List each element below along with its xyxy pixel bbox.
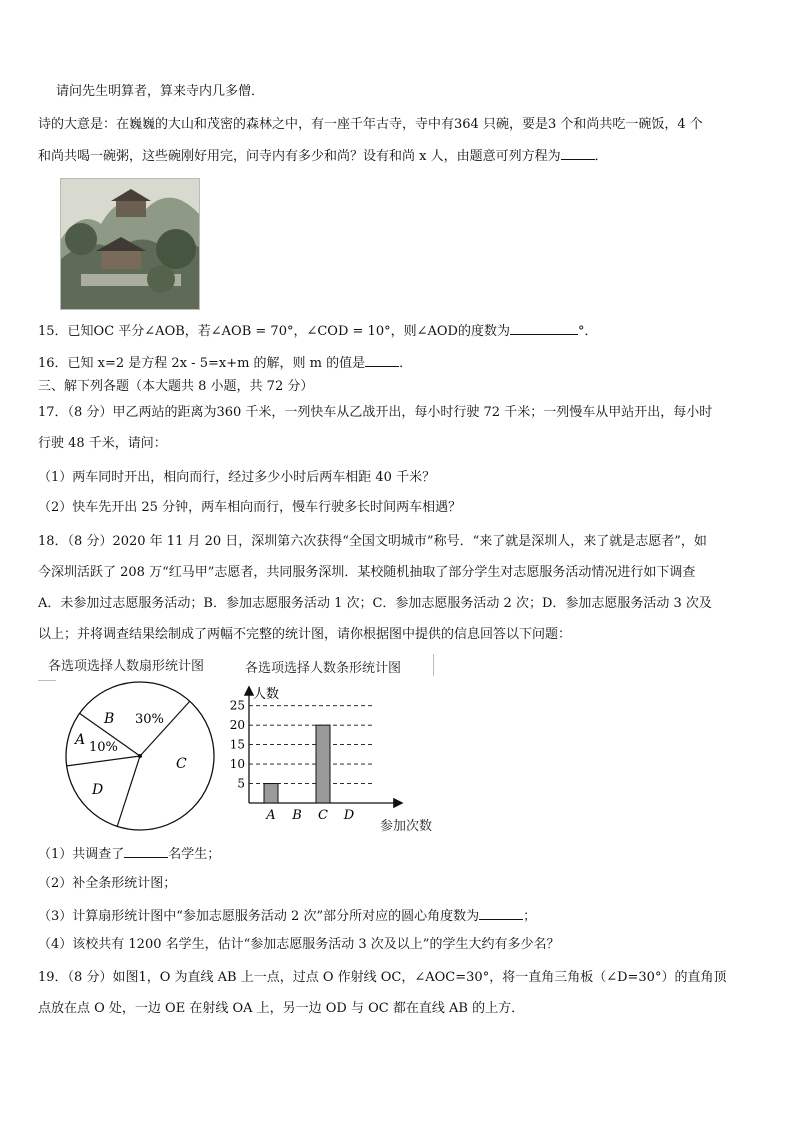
answer-blank-16 xyxy=(365,354,399,367)
bar-y-label: 人数 xyxy=(253,687,280,702)
question-18-line4: 以上；并将调查结果绘制成了两幅不完整的统计图，请你根据图中提供的信息回答以下问题： xyxy=(38,627,572,642)
answer-blank-18-1 xyxy=(124,845,168,858)
bar-chart-title: 各选项选择人数条形统计图 xyxy=(245,661,402,676)
bar-ytick-label: 10 xyxy=(229,757,245,772)
bar-ytick-label: 15 xyxy=(229,737,245,752)
poem-meaning-line2: 和尚共喝一碗粥，这些碗刚好用完，问寺内有多少和尚？设有和尚 x 人，由题意可列方程为 ． xyxy=(38,149,608,164)
bar-A xyxy=(264,784,278,803)
question-18-part3: （3）计算扇形统计图中“参加志愿服务活动 2 次”部分所对应的圆心角度数为 ； xyxy=(38,909,537,924)
pie-pct-a: 10% xyxy=(89,740,118,755)
pie-center xyxy=(138,754,142,758)
bar-category-label: C xyxy=(318,808,328,823)
question-16: 16．已知 x=2 是方程 2x - 5=x+m 的解，则 m 的值是 ． xyxy=(38,356,413,371)
question-15: 15．已知OC 平分∠AOB，若∠AOB = 70°，∠COD = 10°，则∠AOD的度数为 °． xyxy=(38,324,598,339)
section-3-heading: 三、解下列各题（本大题共 8 小题，共 72 分） xyxy=(38,379,314,394)
question-17-line1: 17．（8 分）甲乙两站的距离为360 千米，一列快车从乙战开出，每小时行驶 72 千米；一列慢车从甲站开出，每小时 xyxy=(38,405,713,420)
question-17-line2: 行驶 48 千米，请问： xyxy=(38,436,167,451)
question-17-part1: （1）两车同时开出，相向而行，经过多少小时后两车相距 40 千米？ xyxy=(38,470,436,485)
pie-label-d: D xyxy=(92,782,104,798)
question-17-part2: （2）快车先开出 25 分钟，两车相向而行，慢车行驶多长时间两车相遇？ xyxy=(38,500,462,515)
bar-ytick-label: 5 xyxy=(237,776,245,791)
question-19-line1: 19．（8 分）如图1，O 为直线 AB 上一点，过点 O 作射线 OC，∠AOC=30°，将一直角三角板（∠D=30°）的直角顶 xyxy=(38,970,727,985)
pie-chart xyxy=(60,680,230,840)
bar-category-label: A xyxy=(266,808,276,823)
question-18-part4: （4）该校共有 1200 名学生，估计“参加志愿服务活动 3 次及以上”的学生大约有多少名？ xyxy=(38,937,560,952)
poem-meaning-line1: 诗的大意是：在巍巍的大山和茂密的森林之中，有一座千年古寺，寺中有364 只碗，要是3 个和尚共吃一碗饭，4 个 xyxy=(38,117,703,132)
question-18-line3: A．未参加过志愿服务活动；B．参加志愿服务活动 1 次；C．参加志愿服务活动 2 次；D．参加志愿服务活动 3 次及 xyxy=(38,596,712,611)
pie-pct-b: 30% xyxy=(135,712,164,727)
pie-radius-a-top xyxy=(66,756,140,766)
bar-ytick-label: 25 xyxy=(229,698,245,713)
frame-tick xyxy=(38,680,56,681)
question-18-part2: （2）补全条形统计图； xyxy=(38,876,177,891)
bar-C xyxy=(316,725,330,803)
answer-blank-18-3 xyxy=(479,907,523,920)
answer-blank-14 xyxy=(561,147,595,160)
pie-radius-c-d xyxy=(117,756,140,827)
bar-chart xyxy=(225,682,455,832)
bar-ytick-label: 20 xyxy=(229,718,245,733)
question-19-line2: 点放在点 O 处，一边 OE 在射线 OA 上，另一边 OD 与 OC 都在直线 AB 的上方． xyxy=(38,1001,525,1016)
pie-chart-title: 各选项选择人数扇形统计图 xyxy=(48,659,205,674)
pie-label-b: B xyxy=(104,711,115,727)
pie-label-c: C xyxy=(176,756,187,772)
question-18-part1: （1）共调查了 名学生； xyxy=(38,847,221,862)
answer-blank-15 xyxy=(510,322,578,335)
bar-category-label: D xyxy=(343,808,355,823)
poem-line: 请问先生明算者，算来寺内几多僧． xyxy=(56,84,265,99)
pie-radius-b-c xyxy=(140,701,190,756)
question-18-line1: 18．（8 分）2020 年 11 月 20 日，深圳第六次获得“全国文明城市”称号．“来了就是深圳人，来了就是志愿者”，如 xyxy=(38,534,707,549)
bar-category-label: B xyxy=(292,808,302,823)
question-18-line2: 今深圳活跃了 208 万“红马甲”志愿者，共同服务深圳．某校随机抽取了部分学生对志愿服务活动情况进行如下调查 xyxy=(38,565,696,580)
pie-label-a: A xyxy=(75,732,86,748)
landscape-painting xyxy=(60,178,200,310)
caption-divider xyxy=(433,654,434,676)
bar-x-label: 参加次数 xyxy=(380,819,433,834)
